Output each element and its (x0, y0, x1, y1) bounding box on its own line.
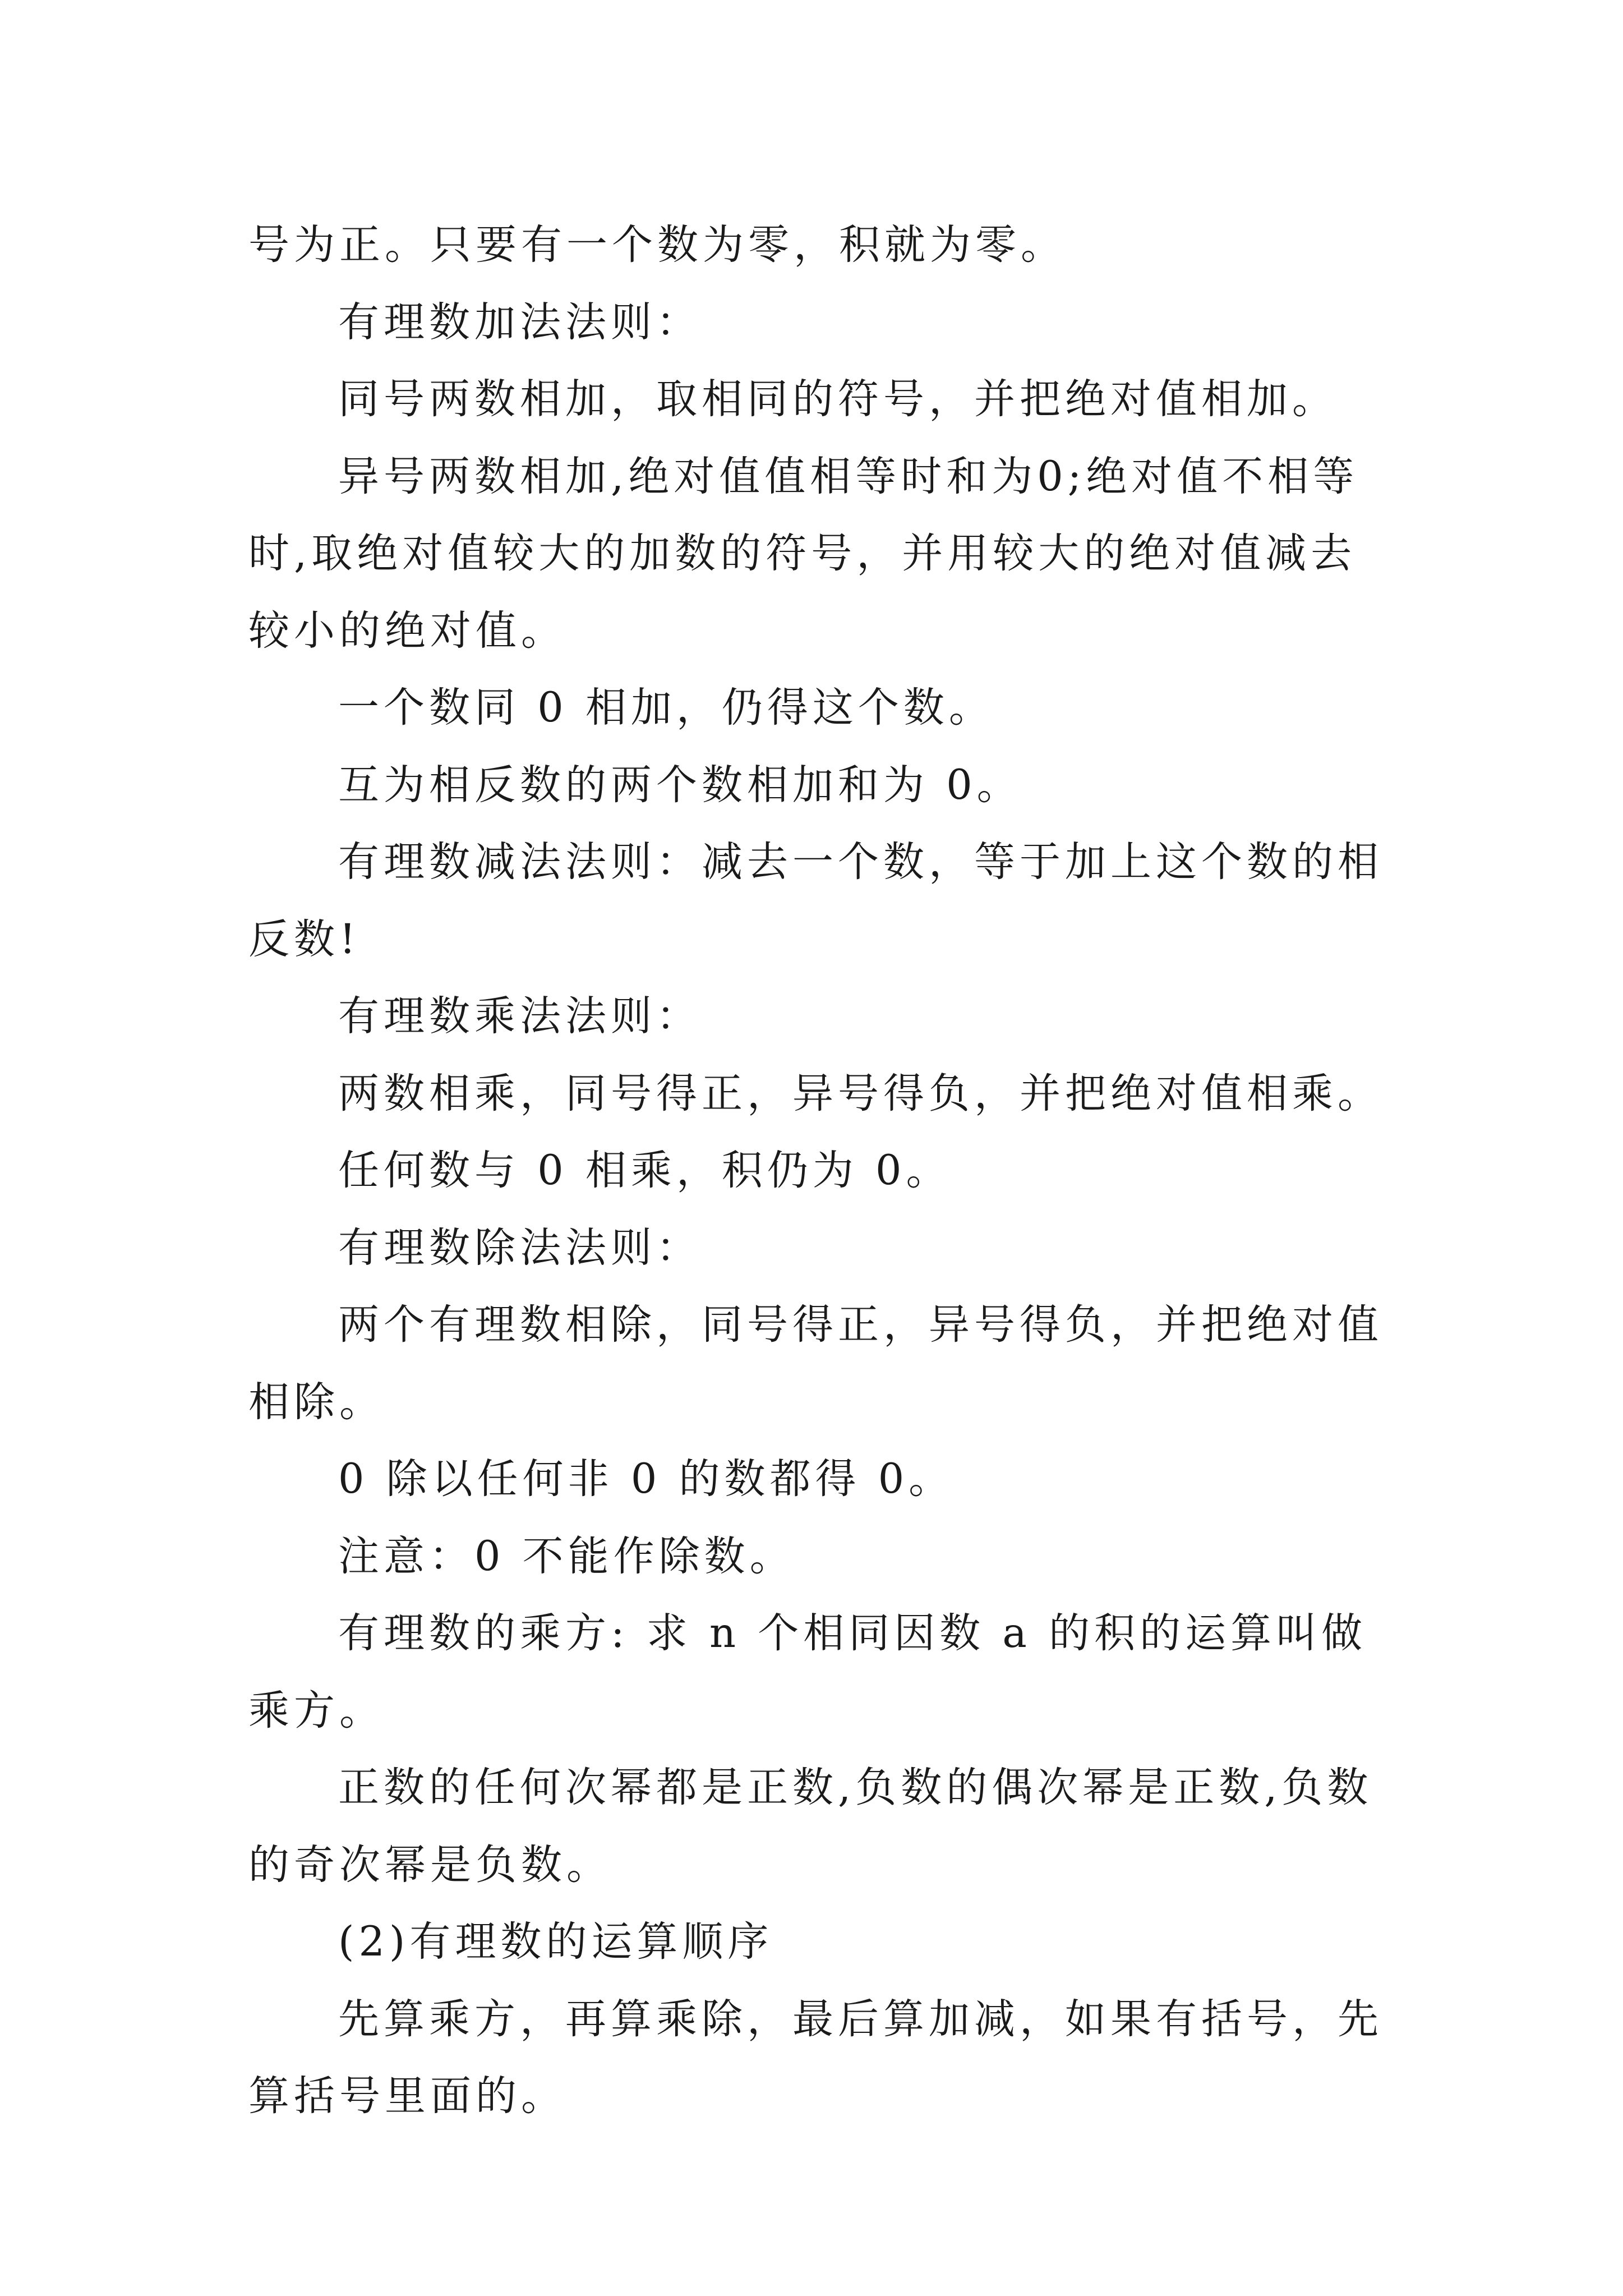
paragraph-division-signs: 两个有理数相除，同号得正，异号得负，并把绝对值相除。 (248, 1301, 1383, 1426)
paragraph-zero-divisor-note: 注意：0 不能作除数。 (338, 1532, 795, 1580)
paragraph-add-zero: 一个数同 0 相加，仍得这个数。 (338, 684, 994, 731)
paragraph-order-of-operations: 先算乘方，再算乘除，最后算加减，如果有括号，先算括号里面的。 (248, 1995, 1383, 2120)
paragraph-sign-rule-continuation: 号为正。只要有一个数为零，积就为零。 (248, 221, 1066, 269)
heading-order-of-operations: (2)有理数的运算顺序 (338, 1918, 773, 1966)
paragraph-zero-divided: 0 除以任何非 0 的数都得 0。 (338, 1455, 955, 1503)
paragraph-same-sign-addition: 同号两数相加，取相同的符号，并把绝对值相加。 (338, 375, 1338, 423)
paragraph-power-signs: 正数的任何次幂都是正数,负数的偶次幂是正数,负数的奇次幂是负数。 (248, 1764, 1373, 1889)
document-body (248, 206, 1393, 2135)
paragraph-multiplication-signs: 两数相乘，同号得正，异号得负，并把绝对值相乘。 (338, 1069, 1383, 1117)
paragraph-power-definition: 有理数的乘方: 求 n 个相同因数 a 的积的运算叫做乘方。 (248, 1609, 1367, 1734)
heading-multiplication-rule: 有理数乘法法则： (338, 992, 702, 1040)
heading-division-rule: 有理数除法法则： (338, 1223, 702, 1272)
paragraph-subtraction-rule: 有理数减法法则：减去一个数，等于加上这个数的相反数! (248, 838, 1383, 963)
heading-addition-rule: 有理数加法法则： (338, 298, 702, 346)
paragraph-multiply-zero: 任何数与 0 相乘，积仍为 0。 (338, 1147, 952, 1194)
paragraph-different-sign-addition: 异号两数相加,绝对值值相等时和为0;绝对值不相等时,取绝对值较大的加数的符号，并用较大的绝对值减去较小的绝对值。 (248, 452, 1359, 655)
paragraph-opposite-numbers-sum: 互为相反数的两个数相加和为 0。 (338, 761, 1022, 809)
